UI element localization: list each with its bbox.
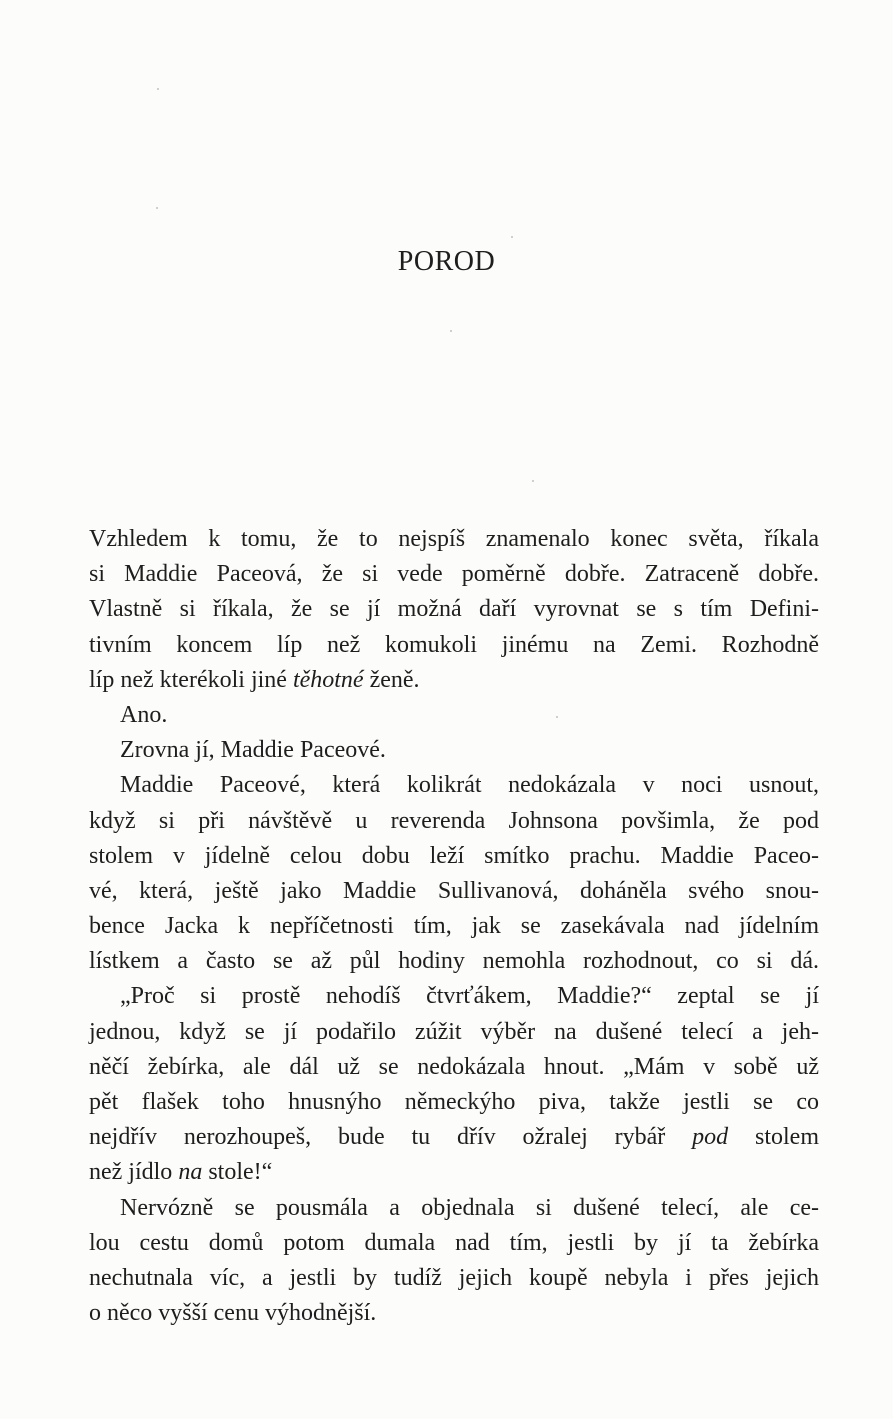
text-line	[89, 592, 819, 627]
text-line	[89, 909, 819, 944]
text-segment: pět flašek toho hnusnýho německýho piva, takže jestli se co	[89, 1089, 819, 1115]
italic-text-segment: na	[178, 1159, 203, 1186]
text-line	[89, 628, 819, 663]
text-segment: když si při návštěvě u reverenda Johnsona povšimla, že pod	[89, 807, 819, 834]
text-segment: vé, která, ještě jako Maddie Sullivanová, doháněla svého snou-	[89, 877, 819, 904]
scan-speck	[450, 330, 452, 332]
text-segment: Ano.	[120, 701, 168, 728]
text-line	[89, 979, 819, 1014]
text-line	[89, 663, 819, 698]
text-line	[89, 1120, 819, 1155]
italic-text-segment: těhotné	[292, 666, 364, 693]
text-segment: „Proč si prostě nehodíš čtvrťákem, Maddie?“ zeptal se jí	[120, 983, 819, 1010]
text-line	[89, 804, 819, 839]
text-line	[89, 1015, 819, 1050]
text-segment: stole!“	[202, 1159, 273, 1186]
chapter-title: POROD	[397, 246, 496, 277]
text-segment: lou cestu domů potom dumala nad tím, jestli by jí ta žebírka	[89, 1229, 819, 1256]
scan-speck	[511, 236, 513, 238]
text-segment: bence Jacka k nepříčetnosti tím, jak se zasekávala nad jídelním	[89, 913, 819, 940]
text-segment: ženě.	[363, 666, 420, 693]
text-segment: nechutnala víc, a jestli by tudíž jejich koupě nebyla i přes jejich	[89, 1264, 819, 1291]
text-segment: Zrovna jí, Maddie Paceové.	[120, 737, 386, 764]
text-line	[89, 557, 819, 592]
text-line	[89, 768, 819, 803]
text-line	[89, 522, 819, 557]
italic-text-segment: pod	[692, 1124, 729, 1151]
text-segment: nejdřív nerozhoupeš, bude tu dřív ožralej rybář	[89, 1124, 693, 1151]
scan-speck	[157, 88, 159, 90]
text-line	[89, 1085, 819, 1120]
text-segment: Vzhledem k tomu, že to nejspíš znamenalo konec světa, říkala	[89, 526, 819, 552]
body-text	[89, 522, 819, 1331]
text-segment: o něco vyšší cenu výhodnější.	[89, 1300, 377, 1327]
text-line	[89, 944, 819, 979]
text-segment: si Maddie Paceová, že si vede poměrně dobře. Zatraceně dobře.	[89, 561, 819, 588]
text-segment: stolem	[728, 1124, 820, 1151]
text-line	[89, 733, 819, 768]
text-segment: Maddie Paceové, která kolikrát nedokázala v noci usnout,	[120, 772, 819, 799]
text-line	[89, 1155, 819, 1190]
text-line	[89, 1191, 819, 1226]
text-line	[89, 839, 819, 874]
text-segment: něčí žebírka, ale dál už se nedokázala hnout. „Mám v sobě už	[89, 1053, 819, 1080]
text-segment: než jídlo	[89, 1159, 179, 1186]
text-segment: jednou, když se jí podařilo zúžit výběr na dušené telecí a jeh-	[89, 1018, 819, 1045]
text-segment: lístkem a často se až půl hodiny nemohla rozhodnout, co si dá.	[89, 948, 819, 975]
text-segment: Vlastně si říkala, že se jí možná daří vyrovnat se s tím Defini-	[89, 596, 819, 623]
text-line	[89, 1261, 819, 1296]
text-segment: tivním koncem líp než komukoli jinému na Zemi. Rozhodně	[89, 631, 819, 658]
text-line	[89, 1296, 819, 1331]
text-segment: Nervózně se pousmála a objednala si dušené telecí, ale ce-	[120, 1194, 819, 1221]
scan-speck	[532, 480, 534, 482]
text-line	[89, 1226, 819, 1261]
text-segment: líp než kterékoli jiné	[89, 666, 293, 693]
text-line	[89, 1050, 819, 1085]
text-line	[89, 698, 819, 733]
text-segment: stolem v jídelně celou dobu leží smítko prachu. Maddie Paceo-	[89, 842, 819, 869]
scan-speck	[156, 207, 158, 209]
text-line	[89, 874, 819, 909]
